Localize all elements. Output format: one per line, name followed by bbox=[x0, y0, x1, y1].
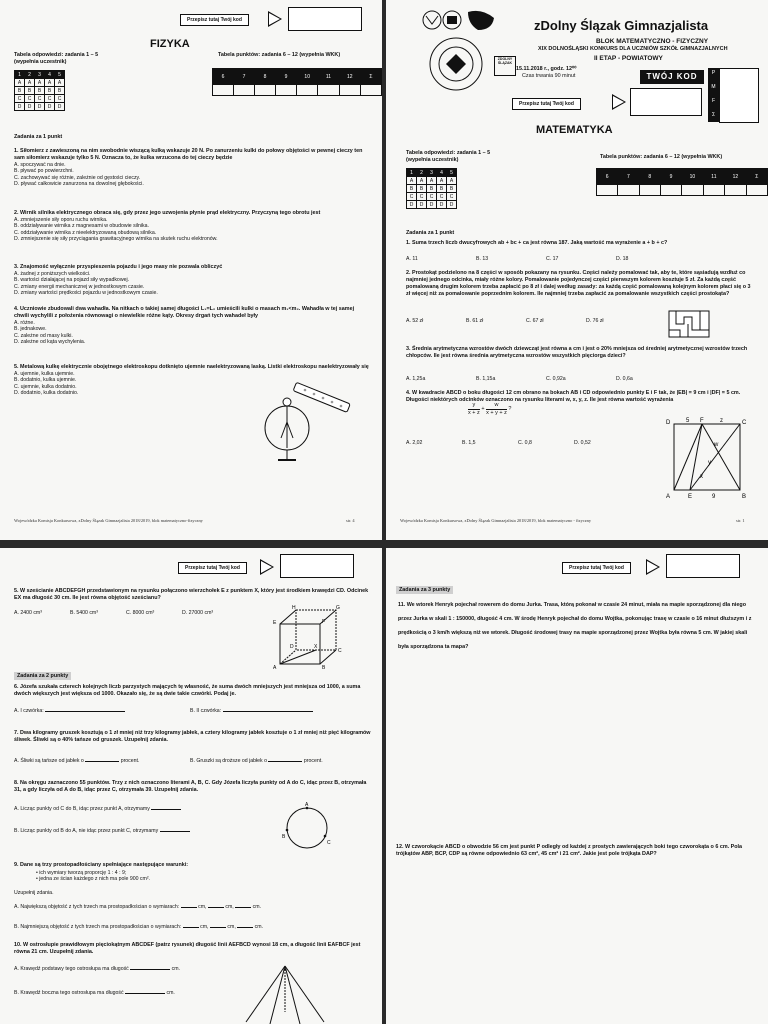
page-number: str. 1 bbox=[736, 518, 745, 523]
question-9: 9. Dane są trzy prostopadłościany spełniające następujące warunki: bbox=[14, 862, 189, 868]
page-matematyka-2 bbox=[0, 548, 382, 1024]
label-b: B bbox=[742, 494, 747, 500]
question-1: 1. Suma trzech liczb dwucyfrowych ab + bc + ca jest równa 187. Jaką wartość ma wyrażenie a + b + c? bbox=[406, 240, 668, 246]
question-8-answer-a[interactable]: A. Licząc punkty od C do B, idąc przez punkt A, otrzymamy bbox=[14, 806, 181, 812]
question-4-expression: $\frac{y}{x + z}$ + $\frac{w}{x + y + z}$ ? bbox=[468, 402, 512, 416]
rectangle-partition-figure bbox=[668, 310, 710, 338]
stage-name: II ETAP - POWIATOWY bbox=[594, 55, 663, 62]
arrow-icon bbox=[612, 94, 626, 110]
label-e: E bbox=[688, 494, 693, 500]
svg-text:A: A bbox=[305, 802, 309, 808]
question-9-answer-b[interactable]: B. Najmniejszą objętość z tych trzech ma prostopadłościan o wymiarach: cm, cm, cm. bbox=[14, 924, 264, 930]
question-9-answer-a[interactable]: A. Największą objętość z tych trzech ma prostopadłościan o wymiarach: cm, cm, cm. bbox=[14, 904, 262, 910]
svg-text:B: B bbox=[282, 834, 286, 840]
question-5: 5. W sześcianie ABCDEFGH przedstawionym na rysunku połączono wierzchołek E z punktem X, który jest środkiem krawędzi CD. Odcinek EX ma długość 30 cm. Ile jest równa objętość sześcianu? bbox=[14, 588, 369, 601]
question-8: 8. Na okręgu zaznaczono 55 punktów. Trzy z nich oznaczono literami A, B, C. Gdy Józefa liczyła punkty od A do C, idąc przez B, otrzymała 31, a gdy liczyła od A do B, idąc przez C, otrzymała 39. Uzupełnij zdania. bbox=[14, 780, 367, 793]
page-title: MATEMATYKA bbox=[536, 124, 613, 136]
code-field[interactable] bbox=[666, 554, 740, 578]
logo-emblems bbox=[412, 6, 507, 96]
code-field[interactable] bbox=[630, 88, 702, 116]
label-y: y bbox=[708, 460, 711, 466]
arrow-icon bbox=[268, 11, 282, 27]
label-c: C bbox=[742, 420, 747, 426]
label-d: D bbox=[666, 420, 671, 426]
duration: Czas trwania 90 minut bbox=[522, 73, 576, 79]
zdolny-slazak-logo: ZDOLNY ŚLĄZAK bbox=[494, 56, 516, 76]
code-label-box: Przepisz tutaj Twój kod bbox=[178, 562, 247, 574]
svg-text:D: D bbox=[290, 644, 294, 650]
svg-text:F: F bbox=[322, 619, 326, 625]
question-2: 2. Prostokąt podzielono na 8 części w sposób pokazany na rysunku. Części należy pomalować tak, aby te, które sąsiadują wzdłuż co najmniej jednego odcinka, miały różne kolory. Pomalowanie pojedynczej części pierwszym kolorem kosztuje 5 zł. Za każdą część pomalowaną drugim kolorem trzeba zapłacić po 8 zł i dalej według zasady: za każdą część pomalowaną kolejnym kolorem płaci się o 3 zł więcej niż za pomalowanie poprzednim kolorem. Ile najmniej trzeba zapłacić za pomalowanie wszystkich części prostokąta? bbox=[406, 270, 751, 297]
label-9: 9 bbox=[712, 494, 716, 500]
code-label-box bbox=[180, 14, 249, 26]
answer-table[interactable]: 1 2 3 4 5 A A A A A B B B B B C C C C C D D D D D bbox=[406, 168, 457, 209]
code-label: Przepisz tutaj Twój kod bbox=[187, 17, 242, 23]
date: 15.11.2018 r., godz. 12⁰⁰ bbox=[516, 66, 577, 72]
question-8-answer-b[interactable]: B. Licząc punkty od B do A, nie idąc przez punkt C, otrzymamy bbox=[14, 828, 190, 834]
code-field[interactable] bbox=[280, 554, 354, 578]
question-1: 1. Siłomierz z zawieszoną na nim swobodnie wiszącą kulką wskazuje 20 N. Po zanurzeniu kulki do połowy objętości w pewnej cieczy ten sam siłomierz wskazuje tylko 5 N. Oznacza to, że kulka wrzucona do tej cieczy będzie A. spoczywać na dnie. B. pływać po powierzchni. C. zachowywać się różnie, zależnie od gęstości cieczy. D. pływać całkowicie zanurzona na dowolnej głębokości. bbox=[14, 148, 363, 188]
question-3-options: A. 1,25a B. 1,15a C. 0,92a D. 0,6a bbox=[406, 376, 633, 382]
brand-title: zDolny Ślązak Gimnazjalista bbox=[534, 18, 709, 33]
answer-table[interactable]: 1 2 3 4 5 A A A A A B B B B B C C C C C D D D D D bbox=[14, 70, 65, 111]
page-number: str. 4 bbox=[346, 518, 355, 523]
circle-figure bbox=[282, 800, 332, 854]
question-1-options: A. 11 B. 13 C. 17 D. 18 bbox=[406, 256, 629, 262]
label-x: x bbox=[700, 474, 703, 480]
svg-text:X: X bbox=[314, 644, 318, 650]
question-4: 4. Uczniowie zbudowali dwa wahadła. Na nitkach o takiej samej długości L₁=L₂ umieścili kulki o masach m₁<m₂. Wahadła w tej samej chwili wychylili z położenia równowagi o niewielkie różne kąty. Okresy drgań tych wahadeł były A. różne. B. jednakowe. C. zależne od masy kulki. D. zależne od kąta wychylenia. bbox=[14, 306, 355, 346]
electroscope-figure bbox=[240, 380, 355, 470]
arrow-icon bbox=[646, 559, 660, 575]
question-12-answer-area[interactable] bbox=[396, 874, 756, 1014]
question-3: 3. Średnia arytmetyczna wzrostów dwóch dziewcząt jest równa a cm i jest o 20% mniejsza od średniej arytmetycznej wzrostów trzech chłopców. Ile jest równa średnia arytmetyczna wzrostów wszystkich pięciorga dzieci? bbox=[406, 346, 748, 359]
side-score-table: P M F Σ bbox=[708, 68, 758, 122]
code-field[interactable] bbox=[288, 7, 362, 31]
answer-table-label: Tabela odpowiedzi: zadania 1 – 5 (wypełnia uczestnik) bbox=[14, 52, 99, 65]
label-f: F bbox=[700, 418, 704, 424]
svg-text:A: A bbox=[273, 665, 277, 670]
page-fizyka bbox=[0, 0, 382, 540]
question-7-answer-b[interactable]: B. Gruszki są droższe od jabłek o procent. bbox=[190, 758, 323, 764]
question-4-options: A. 2,02 B. 1,5 C. 0,8 D. 0,52 bbox=[406, 440, 591, 446]
block-name: BLOK MATEMATYCZNO - FIZYCZNY bbox=[596, 38, 709, 45]
question-12: 12. W czworokącie ABCD o obwodzie 56 cm jest punkt P odległy od każdej z prostych zawierających boki tego czworokąta o 6 cm. Pola trójkątów ABP, BCP, CDP są równe odpowiednio 63 cm², 45 cm² i 21 cm². Jakie jest pole trójkąta DAP? bbox=[396, 844, 742, 857]
question-10: 10. W ostrosłupie prawidłowym pięciokątnym ABCDEF (patrz rysunek) długość linii AEFBCD wynosi 18 cm, a długość linii EAFBCF jest równa 21 cm. Uzupełnij zdania. bbox=[14, 942, 361, 955]
footer: Wojewódzka Komisja Konkursowa, zDolny Ślązak Gimnazjalista 2018/2019, blok matematyczno - fizyczny bbox=[400, 518, 592, 523]
label-w: w bbox=[714, 442, 719, 448]
footer: Wojewódzka Komisja Konkursowa, zDolny Ślązak Gimnazjalista 2018/2019, blok matematyczno-fizyczny bbox=[14, 518, 203, 523]
svg-text:E: E bbox=[273, 620, 277, 626]
question-7: 7. Dwa kilogramy gruszek kosztują o 1 zł mniej niż trzy kilogramy jabłek, a cztery kilogramy jabłek kosztuje o 1 zł mniej niż pięć kilogramów śliwek. Śliwki są o 40% tańsze od gruszek. Uzupełnij zdania. bbox=[14, 730, 371, 743]
question-6: 6. Józefa szukała czterech kolejnych liczb parzystych mających tę własność, że suma dwóch mniejszych jest mniejsza od 1000, a suma dwóch większych jest większa od 1000. Okazało się, że są dwie takie czwórki. Podaj je. bbox=[14, 684, 361, 697]
contest-name: XIX DOLNOŚLĄSKI KONKURS DLA UCZNIÓW SZKÓŁ GIMNAZJALNYCH bbox=[538, 46, 728, 52]
question-2: 2. Wirnik silnika elektrycznego obraca się, gdy przez jego uzwojenia płynie prąd elektryczny. Przyczyną tego obrotu jest A. zmniejszenie siły oporu ruchu wirnika. B. oddziaływanie wirnika z magnesami w obudowie silnika. C. oddziaływanie wirnika z nieelektryzowaną obudową silnika. D. zmniejszenie się siły przyciągania grawitacyjnego wirnika na skutek ruchu elektronów. bbox=[14, 210, 321, 243]
question-9-conditions: • ich wymiary tworzą proporcję 1 : 4 : 9; • jedna ze ścian każdego z nich ma pole 900 cm². bbox=[36, 870, 150, 883]
points-table: 6 7 8 9 10 11 12 Σ bbox=[596, 168, 768, 196]
code-label-box: Przepisz tutaj Twój kod bbox=[512, 98, 581, 110]
svg-text:G: G bbox=[336, 605, 340, 611]
question-6-answer-b[interactable]: B. II czwórka: bbox=[190, 708, 313, 714]
question-3: 3. Znajomość wyłącznie przyspieszenia pojazdu i jego masy nie pozwala obliczyć A. żadnej z poniższych wielkości. B. wartości działającej na pojazd siły wypadkowej. C. zmiany energii mechanicznej w jednostkowym czasie. D. zmiany wartości prędkości pojazdu w jednostkowym czasie. bbox=[14, 264, 223, 297]
page-title: FIZYKA bbox=[150, 38, 190, 50]
question-10-answer-b[interactable]: B. Krawędź boczna tego ostrosłupa ma długość cm. bbox=[14, 990, 175, 996]
points-table-label: Tabela punktów: zadania 6 – 12 (wypełnia WKK) bbox=[218, 52, 341, 58]
points-table: 6 7 8 9 10 11 12 Σ bbox=[212, 68, 382, 96]
question-10-answer-a[interactable]: A. Krawędź podstawy tego ostrosłupa ma długość cm. bbox=[14, 966, 181, 972]
question-7-answer-a[interactable]: A. Śliwki są tańsze od jabłek o procent. bbox=[14, 758, 140, 764]
svg-text:H: H bbox=[292, 605, 296, 611]
page-matematyka-3 bbox=[386, 548, 768, 1024]
twoj-kod-label: TWÓJ KOD bbox=[640, 70, 704, 84]
answer-table-label: Tabela odpowiedzi: zadania 1 – 5 (wypełnia uczestnik) bbox=[406, 150, 491, 163]
arrow-icon bbox=[260, 559, 274, 575]
question-2-options: A. 52 zł B. 61 zł C. 67 zł D. 76 zł bbox=[406, 318, 604, 324]
question-5-options: A. 2400 cm³ B. 5400 cm³ C. 8000 cm³ D. 27000 cm³ bbox=[14, 610, 214, 616]
section-heading: Zadania za 1 punkt bbox=[14, 134, 63, 140]
code-label-box: Przepisz tutaj Twój kod bbox=[562, 562, 631, 574]
svg-text:C: C bbox=[338, 648, 342, 654]
section-heading: Zadania za 2 punkty bbox=[14, 672, 71, 680]
question-11: 11. We wtorek Henryk pojechał rowerem do domu Jurka. Trasa, którą pokonał w czasie 24 minut, miała na mapie sporządzonej dla niego przez Jurka w skali 1 : 150000, długość 4 cm. W środę Henryk pojechał do domu Wojtka, pokonując trasę w czasie o 16 minut dłuższym i z prędkością o 3 km/h większą niż we wtorek. Długość środowej trasy na mapie sporządzonej przez Wojtka była równa 5 cm. W jakiej skali była sporządzona ta mapa? bbox=[398, 602, 752, 650]
question-4: 4. W kwadracie ABCD o boku długości 12 cm obrano na bokach AB i CD odpowiednio punkty E i F tak, że |EB| = 9 cm i |DF| = 5 cm. Długości niektórych odcinków oznaczono na rysunku literami w, x, y, z. Ile jest równa wartość wyrażenia bbox=[406, 390, 741, 403]
svg-text:B: B bbox=[322, 665, 326, 670]
square-abcd-figure bbox=[662, 416, 752, 508]
label-a: A bbox=[666, 494, 671, 500]
section-heading: Zadania za 3 punkty bbox=[396, 586, 453, 594]
cube-figure bbox=[272, 604, 346, 670]
section-heading: Zadania za 1 punkt bbox=[406, 230, 455, 236]
question-9-instruction: Uzupełnij zdania. bbox=[14, 890, 54, 896]
page-matematyka bbox=[386, 0, 768, 540]
svg-text:C: C bbox=[327, 840, 331, 846]
points-table-label: Tabela punktów: zadania 6 – 12 (wypełnia WKK) bbox=[600, 154, 723, 160]
label-z: z bbox=[720, 418, 723, 424]
question-5: 5. Metalową kulkę elektrycznie obojętnego elektroskopu dotknięto ujemnie naelektryzowaną laską. Listki elektroskopu naelektryzowały się A. ujemnie, kulka ujemnie. B. dodatnio, kulka ujemnie. C. ujemnie, kulka dodatnio. D. dodatnio, kulka dodatnio. bbox=[14, 364, 369, 397]
label-5: 5 bbox=[686, 418, 690, 424]
question-11-answer-area[interactable] bbox=[398, 660, 753, 840]
question-6-answer-a[interactable]: A. I czwórka: bbox=[14, 708, 125, 714]
pyramid-figure bbox=[240, 964, 330, 1024]
